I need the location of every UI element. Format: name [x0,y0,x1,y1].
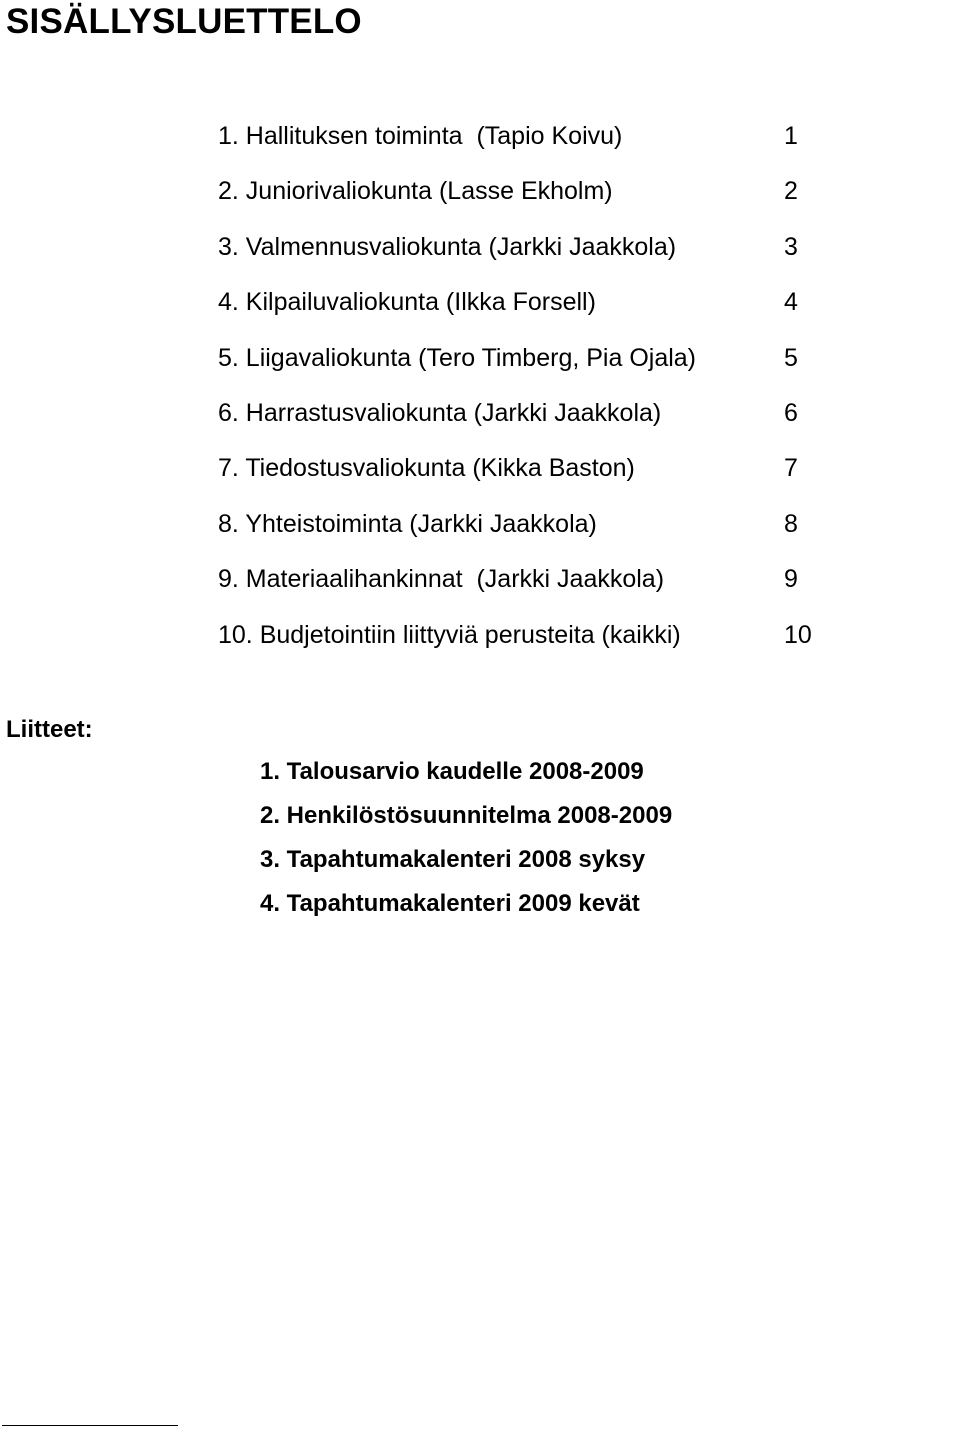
attachment-item: 2. Henkilöstösuunnitelma 2008-2009 [260,802,673,829]
toc-entry-text: 7. Tiedostusvaliokunta (Kikka Baston) [218,454,635,483]
toc-entry-page-number: 9 [784,565,798,594]
toc-entry-text: 3. Valmennusvaliokunta (Jarkki Jaakkola) [218,232,677,261]
toc-entry-page-number: 10 [784,620,812,649]
toc-entry [218,173,838,228]
toc-entry-page-number: 7 [784,454,798,483]
toc-entry [218,284,838,339]
toc-entry-page-number: 6 [784,398,798,427]
toc-entry-text: 6. Harrastusvaliokunta (Jarkki Jaakkola) [218,398,662,427]
toc-entry-text: 1. Hallituksen toiminta (Tapio Koivu) [218,122,623,150]
toc-entry [218,561,838,616]
toc-entry-text: 2. Juniorivaliokunta (Lasse Ekholm) [218,177,613,206]
attachments-heading: Liitteet: [6,716,93,743]
attachments-list [260,754,672,930]
table-of-contents [218,118,838,672]
attachment-item: 3. Tapahtumakalenteri 2008 syksy [260,846,646,873]
toc-entry-text: 9. Materiaalihankinnat (Jarkki Jaakkola) [218,565,665,594]
toc-entry-text: 4. Kilpailuvaliokunta (Ilkka Forsell) [218,288,596,317]
toc-entry-text: 10. Budjetointiin liittyviä perusteita (kaikki) [218,620,681,649]
toc-entry-page-number: 3 [784,232,798,261]
toc-entry [218,229,838,284]
toc-entry-page-number: 1 [784,122,798,150]
toc-entry [218,506,838,561]
page-title: SISÄLLYSLUETTELO [6,2,362,41]
toc-entry-page-number: 4 [784,288,798,317]
toc-entry-page-number: 2 [784,177,798,206]
toc-entry-text: 8. Yhteistoiminta (Jarkki Jaakkola) [218,509,597,538]
toc-entry-page-number: 5 [784,343,798,372]
toc-entry [218,395,838,450]
footer-divider [2,1425,178,1426]
toc-entry-page-number: 8 [784,509,798,538]
toc-entry [218,617,838,672]
toc-entry-text: 5. Liigavaliokunta (Tero Timberg, Pia Ojala) [218,343,697,372]
attachment-item: 4. Tapahtumakalenteri 2009 kevät [260,890,640,917]
toc-entry [218,118,838,173]
attachment-item: 1. Talousarvio kaudelle 2008-2009 [260,758,644,785]
toc-entry [218,450,838,505]
toc-entry [218,340,838,395]
